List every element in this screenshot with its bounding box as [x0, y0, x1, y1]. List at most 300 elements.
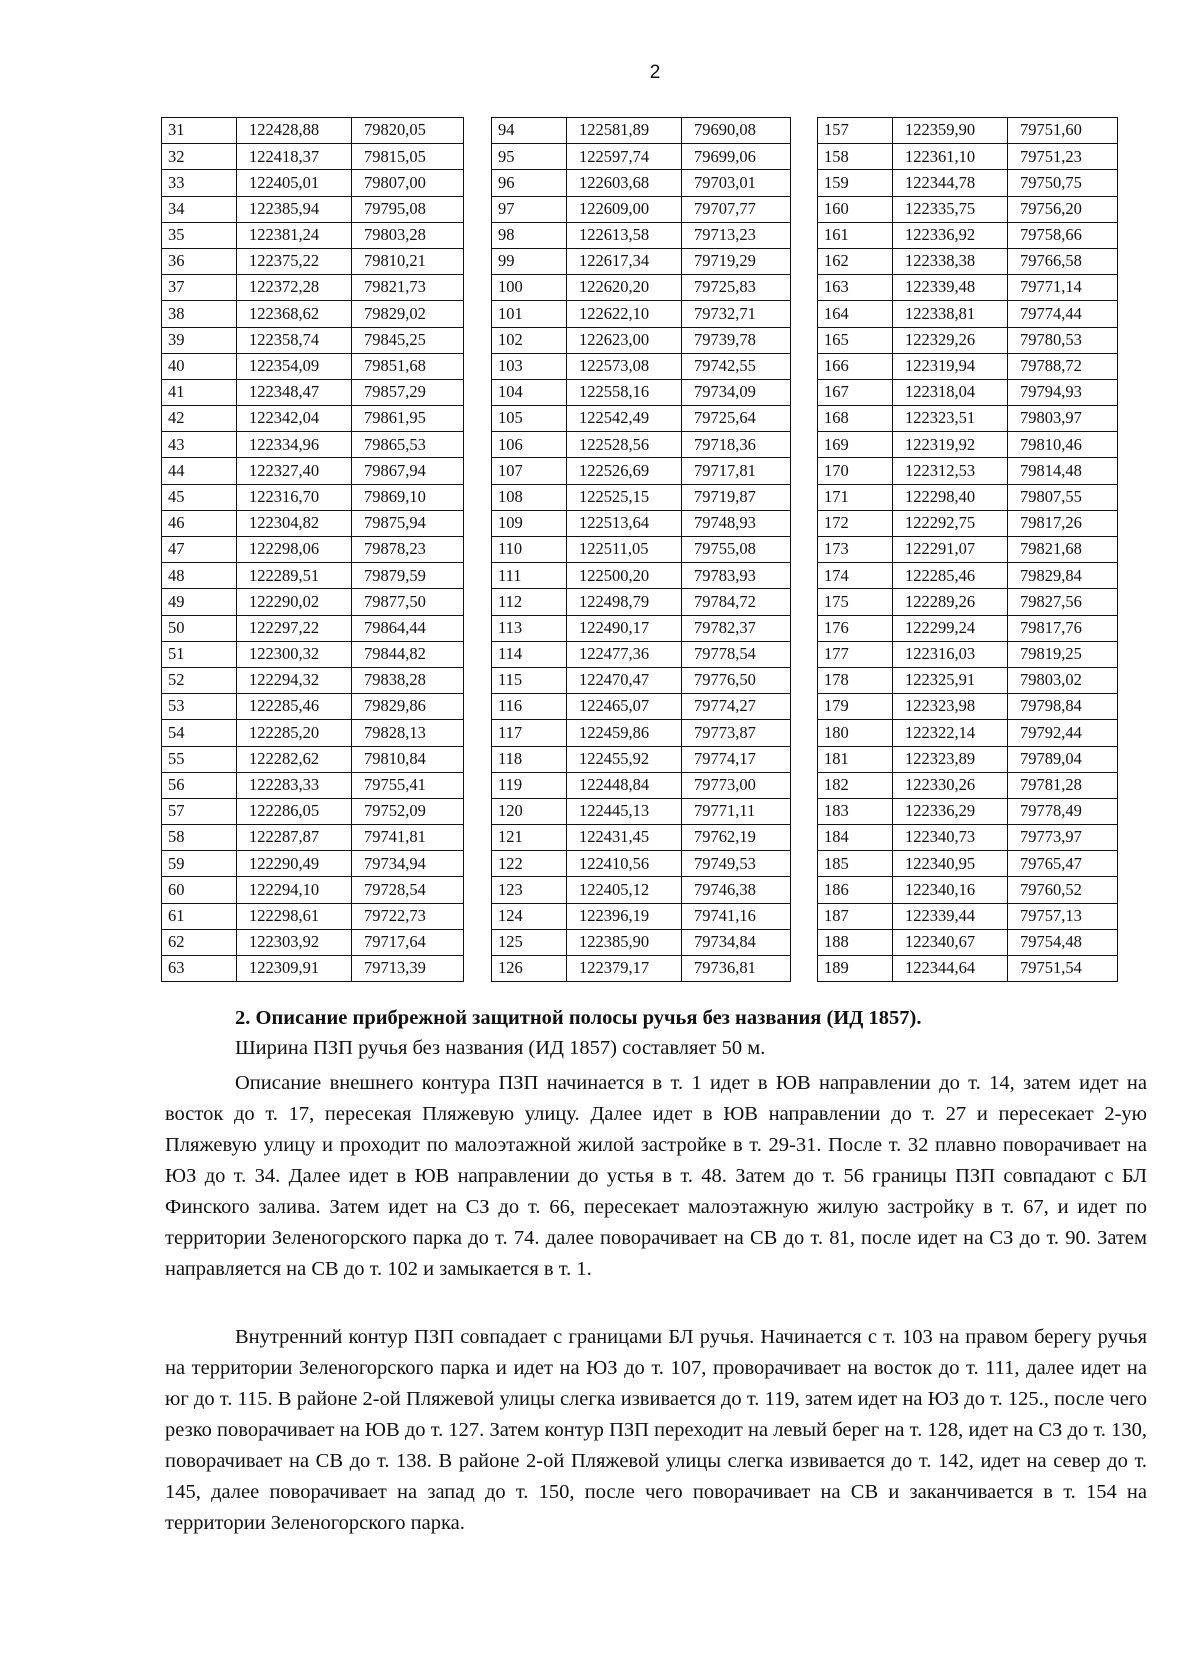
y-coordinate-cell: 79838,28	[352, 667, 464, 693]
x-coordinate-cell: 122298,06	[237, 537, 352, 563]
y-coordinate-cell: 79750,75	[1008, 170, 1118, 196]
table-row	[818, 667, 1118, 693]
x-coordinate-cell: 122325,91	[893, 667, 1008, 693]
table-row	[492, 432, 791, 458]
table-row	[162, 641, 464, 667]
y-coordinate-cell: 79757,13	[1008, 903, 1118, 929]
x-coordinate-cell: 122359,90	[893, 118, 1008, 144]
y-coordinate-cell: 79869,10	[352, 484, 464, 510]
y-coordinate-cell: 79719,29	[682, 248, 791, 274]
table-row	[492, 537, 791, 563]
x-coordinate-cell: 122297,22	[237, 615, 352, 641]
y-coordinate-cell: 79774,27	[682, 694, 791, 720]
point-number-cell: 163	[818, 275, 893, 301]
y-coordinate-cell: 79815,05	[352, 144, 464, 170]
table-row	[162, 667, 464, 693]
x-coordinate-cell: 122448,84	[567, 772, 682, 798]
table-row	[162, 903, 464, 929]
point-number-cell: 166	[818, 353, 893, 379]
x-coordinate-cell: 122500,20	[567, 563, 682, 589]
table-row	[818, 170, 1118, 196]
y-coordinate-cell: 79713,23	[682, 222, 791, 248]
y-coordinate-cell: 79784,72	[682, 589, 791, 615]
point-number-cell: 184	[818, 825, 893, 851]
y-coordinate-cell: 79782,37	[682, 615, 791, 641]
point-number-cell: 38	[162, 301, 237, 327]
point-number-cell: 51	[162, 641, 237, 667]
point-number-cell: 121	[492, 825, 567, 851]
x-coordinate-cell: 122340,95	[893, 851, 1008, 877]
y-coordinate-cell: 79851,68	[352, 353, 464, 379]
y-coordinate-cell: 79717,64	[352, 929, 464, 955]
y-coordinate-cell: 79845,25	[352, 327, 464, 353]
y-coordinate-cell: 79719,87	[682, 484, 791, 510]
point-number-cell: 48	[162, 563, 237, 589]
x-coordinate-cell: 122289,26	[893, 589, 1008, 615]
x-coordinate-cell: 122418,37	[237, 144, 352, 170]
x-coordinate-cell: 122381,24	[237, 222, 352, 248]
y-coordinate-cell: 79751,60	[1008, 118, 1118, 144]
table-row	[818, 825, 1118, 851]
x-coordinate-cell: 122289,51	[237, 563, 352, 589]
point-number-cell: 105	[492, 406, 567, 432]
y-coordinate-cell: 79829,02	[352, 301, 464, 327]
point-number-cell: 169	[818, 432, 893, 458]
x-coordinate-cell: 122344,64	[893, 956, 1008, 982]
point-number-cell: 118	[492, 746, 567, 772]
point-number-cell: 158	[818, 144, 893, 170]
table-row	[162, 772, 464, 798]
table-row	[818, 956, 1118, 982]
table-row	[818, 851, 1118, 877]
table-row	[492, 929, 791, 955]
table-row	[162, 929, 464, 955]
y-coordinate-cell: 79789,04	[1008, 746, 1118, 772]
y-coordinate-cell: 79773,00	[682, 772, 791, 798]
table-row	[162, 484, 464, 510]
point-number-cell: 109	[492, 510, 567, 536]
x-coordinate-cell: 122290,02	[237, 589, 352, 615]
x-coordinate-cell: 122291,07	[893, 537, 1008, 563]
table-row	[162, 720, 464, 746]
x-coordinate-cell: 122490,17	[567, 615, 682, 641]
table-row	[818, 720, 1118, 746]
table-row	[492, 248, 791, 274]
table-row	[162, 170, 464, 196]
y-coordinate-cell: 79857,29	[352, 379, 464, 405]
x-coordinate-cell: 122528,56	[567, 432, 682, 458]
point-number-cell: 107	[492, 458, 567, 484]
x-coordinate-cell: 122358,74	[237, 327, 352, 353]
point-number-cell: 43	[162, 432, 237, 458]
point-number-cell: 119	[492, 772, 567, 798]
table-row	[162, 956, 464, 982]
x-coordinate-cell: 122361,10	[893, 144, 1008, 170]
y-coordinate-cell: 79741,16	[682, 903, 791, 929]
y-coordinate-cell: 79781,28	[1008, 772, 1118, 798]
point-number-cell: 180	[818, 720, 893, 746]
y-coordinate-cell: 79794,93	[1008, 379, 1118, 405]
x-coordinate-cell: 122319,92	[893, 432, 1008, 458]
x-coordinate-cell: 122318,04	[893, 379, 1008, 405]
point-number-cell: 116	[492, 694, 567, 720]
y-coordinate-cell: 79844,82	[352, 641, 464, 667]
y-coordinate-cell: 79803,28	[352, 222, 464, 248]
y-coordinate-cell: 79725,83	[682, 275, 791, 301]
table-row	[162, 248, 464, 274]
y-coordinate-cell: 79774,44	[1008, 301, 1118, 327]
x-coordinate-cell: 122597,74	[567, 144, 682, 170]
y-coordinate-cell: 79734,09	[682, 379, 791, 405]
table-row	[492, 956, 791, 982]
table-row	[162, 851, 464, 877]
table-row	[492, 720, 791, 746]
x-coordinate-cell: 122323,89	[893, 746, 1008, 772]
x-coordinate-cell: 122339,48	[893, 275, 1008, 301]
x-coordinate-cell: 122303,92	[237, 929, 352, 955]
y-coordinate-cell: 79771,14	[1008, 275, 1118, 301]
x-coordinate-cell: 122620,20	[567, 275, 682, 301]
x-coordinate-cell: 122282,62	[237, 746, 352, 772]
point-number-cell: 126	[492, 956, 567, 982]
y-coordinate-cell: 79756,20	[1008, 196, 1118, 222]
y-coordinate-cell: 79742,55	[682, 353, 791, 379]
x-coordinate-cell: 122410,56	[567, 851, 682, 877]
y-coordinate-cell: 79810,21	[352, 248, 464, 274]
y-coordinate-cell: 79788,72	[1008, 353, 1118, 379]
x-coordinate-cell: 122287,87	[237, 825, 352, 851]
table-row	[818, 484, 1118, 510]
y-coordinate-cell: 79728,54	[352, 877, 464, 903]
point-number-cell: 161	[818, 222, 893, 248]
point-number-cell: 41	[162, 379, 237, 405]
point-number-cell: 33	[162, 170, 237, 196]
y-coordinate-cell: 79875,94	[352, 510, 464, 536]
x-coordinate-cell: 122613,58	[567, 222, 682, 248]
inner-contour-paragraph: Внутренний контур ПЗП совпадает с границами БЛ ручья. Начинается с т. 103 на правом берегу ручья на территории Зеленогорского парка и идет на ЮЗ до т. 107, проворачивает на восток до т. 111, далее идет на юг до т. 115. В районе 2-ой Пляжевой улицы слегка извивается до т. 119, затем идет на ЮЗ до т. 125., после чего резко поворачивает на ЮВ до т. 127. Затем контур ПЗП переходит на левый берег на т. 128, идет на СЗ до т. 130, поворачивает на СВ до т. 138. В районе 2-ой Пляжевой улицы слегка извивается до т. 142, идет на север до т. 145, далее поворачивает на запад до т. 150, после чего поворачивает на СВ и заканчивается в т. 154 на территории Зеленогорского парка.	[165, 1326, 1147, 1534]
table-row	[492, 196, 791, 222]
point-number-cell: 188	[818, 929, 893, 955]
point-number-cell: 37	[162, 275, 237, 301]
point-number-cell: 99	[492, 248, 567, 274]
x-coordinate-cell: 122339,44	[893, 903, 1008, 929]
point-number-cell: 164	[818, 301, 893, 327]
y-coordinate-cell: 79821,73	[352, 275, 464, 301]
point-number-cell: 59	[162, 851, 237, 877]
x-coordinate-cell: 122285,46	[237, 694, 352, 720]
y-coordinate-cell: 79762,19	[682, 825, 791, 851]
x-coordinate-cell: 122316,03	[893, 641, 1008, 667]
y-coordinate-cell: 79774,17	[682, 746, 791, 772]
table-row	[162, 746, 464, 772]
y-coordinate-cell: 79755,08	[682, 537, 791, 563]
table-row	[492, 327, 791, 353]
x-coordinate-cell: 122335,75	[893, 196, 1008, 222]
table-row	[492, 275, 791, 301]
point-number-cell: 42	[162, 406, 237, 432]
width-statement: Ширина ПЗП ручья без названия (ИД 1857) составляет 50 м.	[235, 1037, 766, 1059]
x-coordinate-cell: 122340,16	[893, 877, 1008, 903]
y-coordinate-cell: 79877,50	[352, 589, 464, 615]
x-coordinate-cell: 122290,49	[237, 851, 352, 877]
table-row	[162, 589, 464, 615]
x-coordinate-cell: 122470,47	[567, 667, 682, 693]
x-coordinate-cell: 122609,00	[567, 196, 682, 222]
x-coordinate-cell: 122334,96	[237, 432, 352, 458]
y-coordinate-cell: 79817,26	[1008, 510, 1118, 536]
x-coordinate-cell: 122340,67	[893, 929, 1008, 955]
y-coordinate-cell: 79771,11	[682, 798, 791, 824]
table-row	[492, 903, 791, 929]
table-row	[162, 458, 464, 484]
y-coordinate-cell: 79773,97	[1008, 825, 1118, 851]
point-number-cell: 98	[492, 222, 567, 248]
x-coordinate-cell: 122428,88	[237, 118, 352, 144]
point-number-cell: 173	[818, 537, 893, 563]
table-row	[818, 432, 1118, 458]
table-row	[162, 327, 464, 353]
point-number-cell: 120	[492, 798, 567, 824]
y-coordinate-cell: 79754,48	[1008, 929, 1118, 955]
point-number-cell: 35	[162, 222, 237, 248]
table-row	[818, 222, 1118, 248]
y-coordinate-cell: 79732,71	[682, 301, 791, 327]
point-number-cell: 56	[162, 772, 237, 798]
point-number-cell: 124	[492, 903, 567, 929]
table-row	[492, 510, 791, 536]
point-number-cell: 187	[818, 903, 893, 929]
table-row	[162, 537, 464, 563]
table-row	[492, 667, 791, 693]
table-row	[818, 510, 1118, 536]
x-coordinate-cell: 122340,73	[893, 825, 1008, 851]
y-coordinate-cell: 79718,36	[682, 432, 791, 458]
table-row	[818, 877, 1118, 903]
point-number-cell: 31	[162, 118, 237, 144]
y-coordinate-cell: 79758,66	[1008, 222, 1118, 248]
x-coordinate-cell: 122292,75	[893, 510, 1008, 536]
point-number-cell: 179	[818, 694, 893, 720]
y-coordinate-cell: 79878,23	[352, 537, 464, 563]
x-coordinate-cell: 122465,07	[567, 694, 682, 720]
table-row	[162, 196, 464, 222]
point-number-cell: 96	[492, 170, 567, 196]
table-row	[818, 327, 1118, 353]
y-coordinate-cell: 79814,48	[1008, 458, 1118, 484]
y-coordinate-cell: 79734,84	[682, 929, 791, 955]
table-row	[492, 353, 791, 379]
y-coordinate-cell: 79795,08	[352, 196, 464, 222]
x-coordinate-cell: 122379,17	[567, 956, 682, 982]
table-row	[492, 589, 791, 615]
point-number-cell: 167	[818, 379, 893, 405]
point-number-cell: 114	[492, 641, 567, 667]
x-coordinate-cell: 122323,51	[893, 406, 1008, 432]
table-row	[162, 144, 464, 170]
table-row	[492, 825, 791, 851]
y-coordinate-cell: 79739,78	[682, 327, 791, 353]
x-coordinate-cell: 122573,08	[567, 353, 682, 379]
x-coordinate-cell: 122336,92	[893, 222, 1008, 248]
x-coordinate-cell: 122329,26	[893, 327, 1008, 353]
table-row	[818, 798, 1118, 824]
point-number-cell: 176	[818, 615, 893, 641]
y-coordinate-cell: 79810,84	[352, 746, 464, 772]
y-coordinate-cell: 79778,49	[1008, 798, 1118, 824]
x-coordinate-cell: 122368,62	[237, 301, 352, 327]
y-coordinate-cell: 79690,08	[682, 118, 791, 144]
y-coordinate-cell: 79765,47	[1008, 851, 1118, 877]
y-coordinate-cell: 79751,23	[1008, 144, 1118, 170]
x-coordinate-cell: 122354,09	[237, 353, 352, 379]
table-row	[492, 641, 791, 667]
table-row	[818, 903, 1118, 929]
table-row	[818, 746, 1118, 772]
table-row	[818, 641, 1118, 667]
point-number-cell: 115	[492, 667, 567, 693]
point-number-cell: 123	[492, 877, 567, 903]
table-row	[492, 746, 791, 772]
y-coordinate-cell: 79828,13	[352, 720, 464, 746]
table-row	[818, 458, 1118, 484]
x-coordinate-cell: 122558,16	[567, 379, 682, 405]
table-row	[492, 118, 791, 144]
point-number-cell: 117	[492, 720, 567, 746]
table-row	[818, 275, 1118, 301]
table-row	[818, 589, 1118, 615]
y-coordinate-cell: 79699,06	[682, 144, 791, 170]
table-row	[162, 353, 464, 379]
x-coordinate-cell: 122511,05	[567, 537, 682, 563]
y-coordinate-cell: 79861,95	[352, 406, 464, 432]
table-row	[492, 222, 791, 248]
table-row	[818, 694, 1118, 720]
x-coordinate-cell: 122526,69	[567, 458, 682, 484]
x-coordinate-cell: 122294,32	[237, 667, 352, 693]
table-row	[162, 118, 464, 144]
table-row	[492, 458, 791, 484]
table-row	[162, 432, 464, 458]
point-number-cell: 60	[162, 877, 237, 903]
point-number-cell: 172	[818, 510, 893, 536]
table-row	[492, 615, 791, 641]
point-number-cell: 52	[162, 667, 237, 693]
x-coordinate-cell: 122405,01	[237, 170, 352, 196]
table-row	[492, 563, 791, 589]
y-coordinate-cell: 79741,81	[352, 825, 464, 851]
y-coordinate-cell: 79773,87	[682, 720, 791, 746]
outer-contour-paragraph: Описание внешнего контура ПЗП начинается в т. 1 идет в ЮВ направлении до т. 14, затем идет на восток до т. 17, пересекая Пляжевую улицу. Далее идет в ЮВ направлении до т. 27 и пересекает 2-ую Пляжевую улицу и проходит по малоэтажной жилой застройке в т. 29-31. После т. 32 плавно поворачивает на ЮЗ до т. 34. Далее идет в ЮВ направлении до устья в т. 48. Затем до т. 56 границы ПЗП совпадают с БЛ Финского залива. Затем идет на СЗ до т. 66, пересекает малоэтажную жилую застройку в т. 67, и идет по территории Зеленогорского парка до т. 74. далее поворачивает на СВ до т. 81, после идет на СЗ до т. 90. Затем направляется на СВ до т. 102 и замыкается в т. 1.	[165, 1072, 1147, 1280]
x-coordinate-cell: 122477,36	[567, 641, 682, 667]
table-row	[818, 563, 1118, 589]
x-coordinate-cell: 122459,86	[567, 720, 682, 746]
point-number-cell: 47	[162, 537, 237, 563]
point-number-cell: 185	[818, 851, 893, 877]
point-number-cell: 177	[818, 641, 893, 667]
table-row	[818, 248, 1118, 274]
point-number-cell: 108	[492, 484, 567, 510]
point-number-cell: 157	[818, 118, 893, 144]
point-number-cell: 40	[162, 353, 237, 379]
y-coordinate-cell: 79749,53	[682, 851, 791, 877]
point-number-cell: 168	[818, 406, 893, 432]
y-coordinate-cell: 79807,55	[1008, 484, 1118, 510]
x-coordinate-cell: 122304,82	[237, 510, 352, 536]
point-number-cell: 45	[162, 484, 237, 510]
y-coordinate-cell: 79707,77	[682, 196, 791, 222]
point-number-cell: 104	[492, 379, 567, 405]
y-coordinate-cell: 79879,59	[352, 563, 464, 589]
x-coordinate-cell: 122330,26	[893, 772, 1008, 798]
x-coordinate-cell: 122581,89	[567, 118, 682, 144]
y-coordinate-cell: 79766,58	[1008, 248, 1118, 274]
point-number-cell: 55	[162, 746, 237, 772]
x-coordinate-cell: 122513,64	[567, 510, 682, 536]
point-number-cell: 57	[162, 798, 237, 824]
point-number-cell: 36	[162, 248, 237, 274]
x-coordinate-cell: 122286,05	[237, 798, 352, 824]
x-coordinate-cell: 122405,12	[567, 877, 682, 903]
x-coordinate-cell: 122299,24	[893, 615, 1008, 641]
table-row	[492, 144, 791, 170]
x-coordinate-cell: 122322,14	[893, 720, 1008, 746]
point-number-cell: 49	[162, 589, 237, 615]
table-row	[492, 170, 791, 196]
y-coordinate-cell: 79820,05	[352, 118, 464, 144]
x-coordinate-cell: 122285,46	[893, 563, 1008, 589]
x-coordinate-cell: 122385,94	[237, 196, 352, 222]
table-row	[818, 196, 1118, 222]
point-number-cell: 39	[162, 327, 237, 353]
table-row	[162, 825, 464, 851]
point-number-cell: 186	[818, 877, 893, 903]
point-number-cell: 53	[162, 694, 237, 720]
x-coordinate-cell: 122603,68	[567, 170, 682, 196]
x-coordinate-cell: 122542,49	[567, 406, 682, 432]
y-coordinate-cell: 79760,52	[1008, 877, 1118, 903]
y-coordinate-cell: 79821,68	[1008, 537, 1118, 563]
x-coordinate-cell: 122396,19	[567, 903, 682, 929]
y-coordinate-cell: 79725,64	[682, 406, 791, 432]
point-number-cell: 61	[162, 903, 237, 929]
y-coordinate-cell: 79703,01	[682, 170, 791, 196]
point-number-cell: 160	[818, 196, 893, 222]
point-number-cell: 175	[818, 589, 893, 615]
point-number-cell: 44	[162, 458, 237, 484]
x-coordinate-cell: 122348,47	[237, 379, 352, 405]
x-coordinate-cell: 122372,28	[237, 275, 352, 301]
point-number-cell: 95	[492, 144, 567, 170]
point-number-cell: 112	[492, 589, 567, 615]
y-coordinate-cell: 79817,76	[1008, 615, 1118, 641]
point-number-cell: 171	[818, 484, 893, 510]
table-row	[162, 222, 464, 248]
x-coordinate-cell: 122327,40	[237, 458, 352, 484]
point-number-cell: 122	[492, 851, 567, 877]
x-coordinate-cell: 122336,29	[893, 798, 1008, 824]
table-row	[162, 275, 464, 301]
table-row	[162, 877, 464, 903]
table-row	[818, 537, 1118, 563]
x-coordinate-cell: 122338,81	[893, 301, 1008, 327]
point-number-cell: 58	[162, 825, 237, 851]
table-row	[492, 798, 791, 824]
table-row	[818, 929, 1118, 955]
point-number-cell: 159	[818, 170, 893, 196]
x-coordinate-cell: 122623,00	[567, 327, 682, 353]
point-number-cell: 189	[818, 956, 893, 982]
table-row	[492, 301, 791, 327]
